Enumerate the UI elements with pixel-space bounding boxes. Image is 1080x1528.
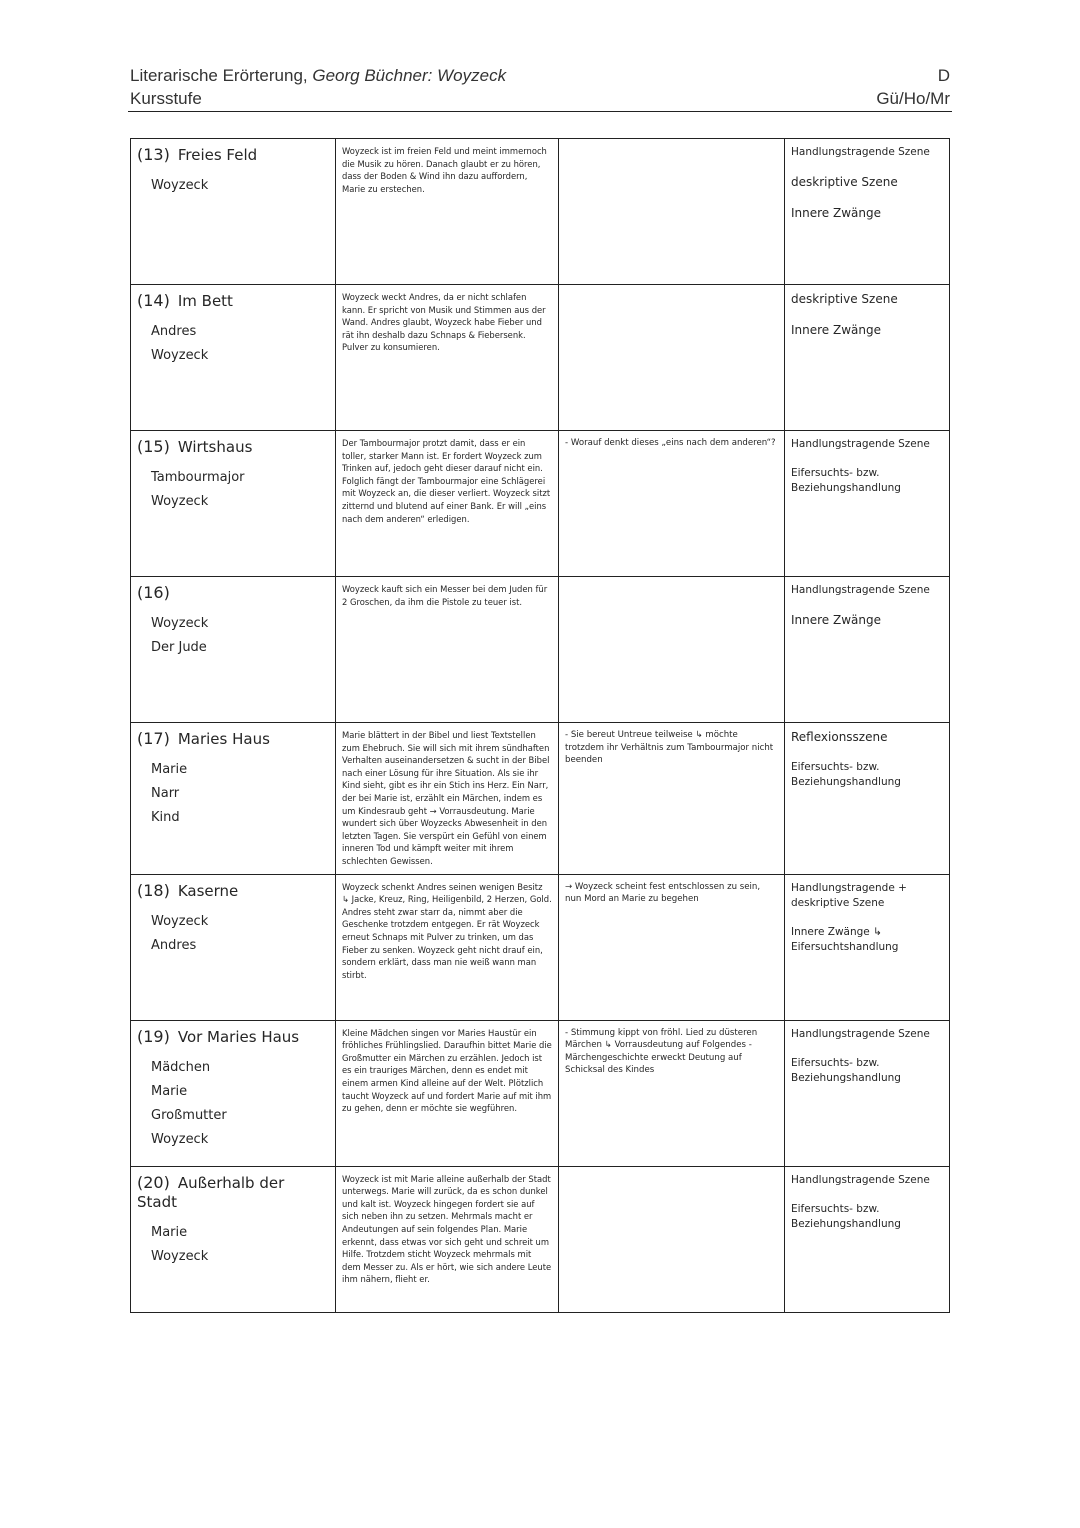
scene-characters xyxy=(151,612,329,660)
content-cell xyxy=(336,874,559,1020)
content-cell xyxy=(336,285,559,431)
scene-description: Kleine Mädchen singen vor Maries Haustür ein fröhliches Frühlingslied. Daraufhin bittet Marie die Großmutter ein Märchen zu erzählen. Jedoch ist es ein trauriges Märchen, denn es endet mit einem armen Kind alleine auf der Welt. Plötzlich taucht Woyzeck auf und fordert Marie auf mit ihm zu gehen, denn er möchte sie wegführen. xyxy=(342,1027,552,1114)
character-name: Andres xyxy=(151,324,197,339)
scene-row xyxy=(131,431,950,577)
classification-cell xyxy=(785,723,950,875)
scene-number: (19) xyxy=(137,1026,170,1046)
page-header xyxy=(130,64,950,110)
scene-location: Kaserne xyxy=(177,881,239,900)
scene-location: Im Bett xyxy=(177,292,233,310)
scene-cell xyxy=(131,139,336,285)
character-name: Woyzeck xyxy=(151,1248,209,1264)
scene-cell xyxy=(131,874,336,1020)
scene-tag: deskriptive Szene xyxy=(791,292,898,306)
scene-row xyxy=(131,577,950,723)
scene-description: Woyzeck kauft sich ein Messer bei dem Juden für 2 Groschen, da ihm die Pistole zu teuer ist. xyxy=(342,584,548,607)
content-cell xyxy=(336,139,559,285)
scene-notes: - Sie bereut Untreue teilweise ↳ möchte trotzdem ihr Verhältnis zum Tambourmajor nicht beenden xyxy=(565,730,774,766)
character-name: Tambourmajor xyxy=(151,470,245,485)
scene-characters xyxy=(151,466,329,514)
scene-characters xyxy=(151,174,329,198)
scene-location: Wirtshaus xyxy=(177,438,253,456)
scene-row xyxy=(131,1166,950,1312)
notes-cell xyxy=(559,285,785,431)
scene-number: (13) xyxy=(137,145,170,164)
character-name: Marie xyxy=(151,1083,188,1099)
scene-characters xyxy=(151,320,329,368)
classification-cell xyxy=(785,285,950,431)
character-name: Woyzeck xyxy=(151,494,209,509)
notes-cell xyxy=(559,723,785,875)
content-cell xyxy=(336,431,559,577)
classification-cell xyxy=(785,874,950,1020)
content-cell xyxy=(336,723,559,875)
scene-number: (20) xyxy=(137,1172,170,1192)
scene-tag: Eifersuchts- bzw. Beziehungshandlung xyxy=(791,1056,901,1084)
notes-cell xyxy=(559,874,785,1020)
scene-tags xyxy=(791,291,943,339)
scene-description: Woyzeck ist mit Marie alleine außerhalb der Stadt unterwegs. Marie will zurück, da es schon dunkel und kalt ist. Woyzeck hingegen fordert sie auf sich neben ihn zu setzen. Mehrmals macht er Andeutungen auf sein folgendes Plan. Marie erkennt, dass etwas vor sich geht und schreit um Hilfe. Trotzdem sticht Woyzeck mehrmals mit dem Messer zu. Als er hört, wie sich andere Leute ihm nähern, flieht er. xyxy=(342,1173,552,1285)
scene-cell xyxy=(131,723,336,875)
scene-tags xyxy=(791,729,943,790)
character-name: Woyzeck xyxy=(151,616,209,631)
character-name: Großmutter xyxy=(151,1107,227,1123)
header-divider xyxy=(128,111,952,112)
scene-notes: → Woyzeck scheint fest entschlossen zu sein, nun Mord an Marie zu begehen xyxy=(565,881,761,905)
character-name: Woyzeck xyxy=(151,348,209,363)
title-plain: Literarische Erörterung, xyxy=(130,66,313,85)
title-italic: Georg Büchner: Woyzeck xyxy=(312,66,507,85)
scene-location: Freies Feld xyxy=(177,146,258,164)
scene-notes: - Worauf denkt dieses „eins nach dem anderen“? xyxy=(565,438,776,448)
scene-tags xyxy=(791,437,943,496)
character-name: Mädchen xyxy=(151,1059,211,1075)
scene-characters xyxy=(151,1221,329,1269)
character-name: Andres xyxy=(151,937,197,953)
scene-description: Woyzeck schenkt Andres seinen wenigen Besitz ↳ Jacke, Kreuz, Ring, Heiligenbild, 2 Herzen, Gold. Andres steht zwar starr da, nimmt aber die Geschenke trotzdem entgegen. Er rät Woyzeck erneut Schnaps mit Pulver zu trinken, um das Fieber zu senken. Woyzeck geht nicht drauf ein, sondern erklärt, dass man nie weiß wann man stirbt. xyxy=(342,881,552,980)
header-left xyxy=(130,64,506,110)
scene-tag: Eifersuchts- bzw. Beziehungshandlung xyxy=(791,467,901,494)
scene-tags xyxy=(791,881,943,955)
scene-number: (15) xyxy=(137,437,170,456)
author-initials: Gü/Ho/Mr xyxy=(876,89,950,108)
scene-tag: Reflexionsszene xyxy=(791,730,888,744)
scene-row xyxy=(131,139,950,285)
scene-number: (18) xyxy=(137,880,170,900)
notes-cell xyxy=(559,1166,785,1312)
character-name: Woyzeck xyxy=(151,1131,209,1147)
scene-number: (17) xyxy=(137,729,170,748)
scene-tag: Innere Zwänge xyxy=(791,323,881,337)
subject-code: D xyxy=(937,66,950,85)
scene-location: Vor Maries Haus xyxy=(177,1027,300,1046)
scene-characters xyxy=(151,758,329,830)
scene-characters xyxy=(151,1056,329,1152)
scene-rows xyxy=(131,139,950,1313)
header-right xyxy=(876,64,950,110)
scene-row xyxy=(131,874,950,1020)
classification-cell xyxy=(785,577,950,723)
character-name: Narr xyxy=(151,786,180,801)
scene-tags xyxy=(791,145,943,222)
character-name: Marie xyxy=(151,1224,188,1240)
scene-cell xyxy=(131,577,336,723)
character-name: Woyzeck xyxy=(151,913,209,929)
course-level: Kursstufe xyxy=(130,89,202,108)
scene-tag: Eifersuchts- bzw. Beziehungshandlung xyxy=(791,761,901,788)
classification-cell xyxy=(785,1020,950,1166)
document-title xyxy=(130,64,506,87)
scene-tag: deskriptive Szene xyxy=(791,175,898,189)
classification-cell xyxy=(785,1166,950,1312)
scene-row xyxy=(131,723,950,875)
scene-tag: Handlungstragende + deskriptive Szene xyxy=(791,881,907,909)
scene-row xyxy=(131,285,950,431)
scene-row xyxy=(131,1020,950,1166)
scene-tag: Innere Zwänge ↳ Eifersuchtshandlung xyxy=(791,925,899,953)
notes-cell xyxy=(559,577,785,723)
scene-cell xyxy=(131,1166,336,1312)
scene-location: Außerhalb der Stadt xyxy=(137,1173,285,1211)
scene-tag: Handlungstragende Szene xyxy=(791,584,930,596)
scene-tag: Innere Zwänge xyxy=(791,613,881,627)
scene-tags xyxy=(791,1173,943,1232)
content-cell xyxy=(336,1166,559,1312)
scene-cell xyxy=(131,431,336,577)
notes-cell xyxy=(559,139,785,285)
scene-tag: Handlungstragende Szene xyxy=(791,1027,930,1040)
character-name: Woyzeck xyxy=(151,178,209,193)
scene-number: (16) xyxy=(137,583,170,602)
scene-description: Der Tambourmajor protzt damit, dass er ein toller, starker Mann ist. Er fordert Woyzeck zum Trinken auf, jedoch geht dieser darauf nicht ein. Folglich fängt der Tambourmajor eine Schlägerei mit Woyzeck an, die dieser verliert. Woyzeck sitzt zitternd und blutend auf einer Bank. Er will „eins nach dem anderen“ erledigen. xyxy=(342,438,551,524)
scene-cell xyxy=(131,285,336,431)
scene-description: Woyzeck ist im freien Feld und meint immernoch die Musik zu hören. Danach glaubt er zu hören, dass der Boden & Wind ihn dazu auffordern, Marie zu erstechen. xyxy=(342,146,547,194)
scene-tags xyxy=(791,1027,943,1086)
scene-tag: Handlungstragende Szene xyxy=(791,146,930,158)
scene-location: Maries Haus xyxy=(177,730,270,748)
scene-tag: Eifersuchts- bzw. Beziehungshandlung xyxy=(791,1202,901,1230)
scene-cell xyxy=(131,1020,336,1166)
content-cell xyxy=(336,1020,559,1166)
character-name: Der Jude xyxy=(151,640,207,655)
scene-tags xyxy=(791,583,943,629)
scene-number: (14) xyxy=(137,291,170,310)
notes-cell xyxy=(559,1020,785,1166)
scene-notes: - Stimmung kippt von fröhl. Lied zu düsteren Märchen ↳ Vorrausdeutung auf Folgendes - Märchengeschichte erweckt Deutung auf Schicksal des Kindes xyxy=(565,1027,758,1076)
character-name: Kind xyxy=(151,810,180,825)
character-name: Marie xyxy=(151,762,188,777)
scene-description: Marie blättert in der Bibel und liest Textstellen zum Ehebruch. Sie will sich mit ihrem sündhaften Verhalten auseinandersetzen & sucht in der Bibel nach einer Lösung für ihre Situation. Als sie ihr Kind sieht, gibt es ihr ein Stich ins Herz. Ein Narr, der bei Marie ist, erzählt ein Märchen, indem es um Kindesraub geht → Vorrausdeutung. Marie wundert sich über Woyzecks Abwesenheit in den letzten Tagen. Sie verspürt ein Gefühl von einem inneren Tod und kämpft weiter mit ihrem schlechten Gewissen. xyxy=(342,730,550,866)
content-cell xyxy=(336,577,559,723)
scene-description: Woyzeck weckt Andres, da er nicht schlafen kann. Er spricht von Musik und Stimmen aus der Wand. Andres glaubt, Woyzeck habe Fieber und rät ihn deshalb dazu Schnaps & Fiebersenk. Pulver zu konsumieren. xyxy=(342,292,546,353)
notes-cell xyxy=(559,431,785,577)
classification-cell xyxy=(785,139,950,285)
scene-tag: Handlungstragende Szene xyxy=(791,1173,930,1186)
scene-analysis-table xyxy=(130,138,950,1313)
scene-tag: Innere Zwänge xyxy=(791,206,881,220)
scene-characters xyxy=(151,910,329,958)
classification-cell xyxy=(785,431,950,577)
scene-tag: Handlungstragende Szene xyxy=(791,438,930,450)
